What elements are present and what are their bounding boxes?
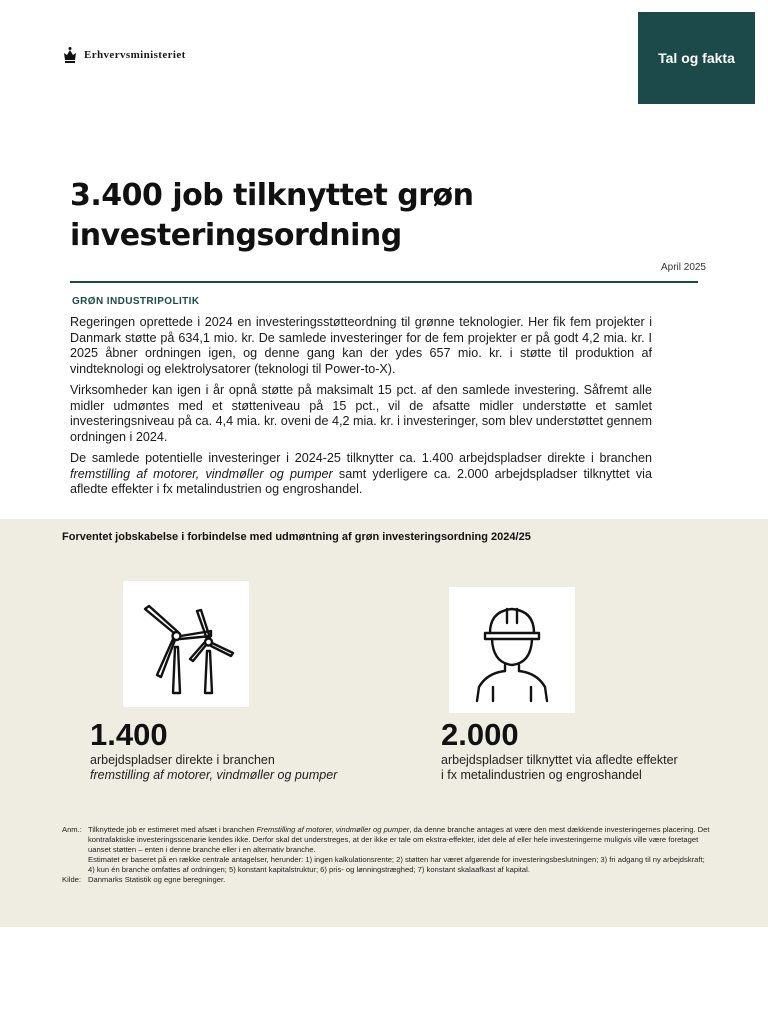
wind-turbine-icon: [131, 589, 241, 699]
note-anm-2: [62, 855, 710, 875]
section-label: GRØN INDUSTRIPOLITIK: [72, 296, 200, 307]
wind-turbine-icon-box: [123, 581, 249, 707]
body-text: [70, 315, 652, 504]
worker-icon-box: [449, 587, 575, 713]
stat-value-direct: 1.400: [90, 717, 168, 752]
infographic-panel: [0, 519, 768, 927]
ministry-logo: [62, 46, 186, 64]
note-anm-text-end: , da denne branche antages at være den mest dækkende investeringernes placering. Det kontrafaktiske investeringsscenarie kendes ikke. Derfor skal det understreges, at der ikke er tale om ekstra-effekter, idet dele af eller hele investeringerne muligvis ville være foretaget uanset støtten – enten i denne branche eller i en alternativ branche.: [88, 825, 710, 854]
paragraph-3-text-end: samt yderligere ca. 2.000 arbejdspladser tilknyttet via afledte effekter i fx metalindustrien og engroshandel.: [70, 466, 652, 496]
paragraph-2: Virksomheder kan igen i år opnå støtte på maksimalt 15 pct. af den samlede investering. Såfremt alle midler udmøntes med et støtteniveau på 15 pct., vil de afsatte midler understøtte et samlet investeringsniveau på ca. 4,4 mia. kr. oveni de 4,2 mia. kr. i investeringer, som blev understøttet gennem ordningen i 2024.: [70, 383, 652, 444]
crown-icon: [62, 46, 78, 64]
footnotes: [62, 825, 710, 885]
category-tag: [638, 12, 755, 104]
category-tag-label: Tal og fakta: [658, 50, 735, 66]
stat-desc-direct-line2: fremstilling af motorer, vindmøller og pumper: [90, 768, 338, 782]
note-kilde: [62, 875, 710, 885]
paragraph-3-italic: fremstilling af motorer, vindmøller og pumper: [70, 466, 333, 481]
paragraph-1: Regeringen oprettede i 2024 en investeringsstøtteordning til grønne teknologier. Her fik fem projekter i Danmark støtte på 634,1 mio. kr. De samlede investeringer for de fem projekter er på godt 4,2 mia. kr. I 2025 åbner ordningen igen, og denne gang kan der ydes 657 mio. kr. i støtte til produktion af vindteknologi og elektrolysatorer (teknologi til Power-to-X).: [70, 315, 652, 376]
worker-helmet-icon: [457, 595, 567, 705]
note-anm-italic: Fremstilling af motorer, vindmøller og pumper: [256, 825, 410, 834]
title-divider: [70, 281, 698, 283]
stat-desc-indirect-line1: arbejdspladser tilknyttet via afledte effekter: [441, 753, 678, 767]
note-kilde-text: Danmarks Statistik og egne beregninger.: [88, 875, 226, 884]
note-anm-text: Tilknyttede job er estimeret med afsæt i branchen: [88, 825, 257, 834]
stat-desc-direct: [90, 753, 390, 783]
stat-value-indirect: 2.000: [441, 717, 519, 752]
note-anm-label: Anm.:: [62, 825, 82, 834]
note-anm: [62, 825, 710, 855]
page-title: 3.400 job tilknyttet grøn investeringsordning: [70, 178, 474, 253]
ministry-name: Erhvervsministeriet: [84, 49, 186, 61]
stat-desc-indirect-line2: i fx metalindustrien og engroshandel: [441, 768, 642, 782]
panel-title: Forventet jobskabelse i forbindelse med udmøntning af grøn investeringsordning 2024/25: [62, 531, 531, 543]
paragraph-3-text: De samlede potentielle investeringer i 2024-25 tilknytter ca. 1.400 arbejdspladser direkte i branchen: [70, 451, 652, 465]
paragraph-3: [70, 451, 652, 498]
stat-desc-direct-line1: arbejdspladser direkte i branchen: [90, 753, 275, 767]
stat-desc-indirect: [441, 753, 741, 783]
note-anm-2-text: Estimatet er baseret på en række centrale antagelser, herunder: 1) ingen kalkulationsrente; 2) støtten har været afgørende for investeringsbeslutningen; 3) fri adgang til ny arbejdskraft; 4) kun én branche omfattes af ordningen; 5) konstant kapitalstruktur; 6) pris- og lønningstræghed; 7) konstant skalaafkast af kapital.: [88, 855, 705, 874]
note-kilde-label: Kilde:: [62, 875, 81, 884]
publication-date: April 2025: [660, 262, 706, 273]
